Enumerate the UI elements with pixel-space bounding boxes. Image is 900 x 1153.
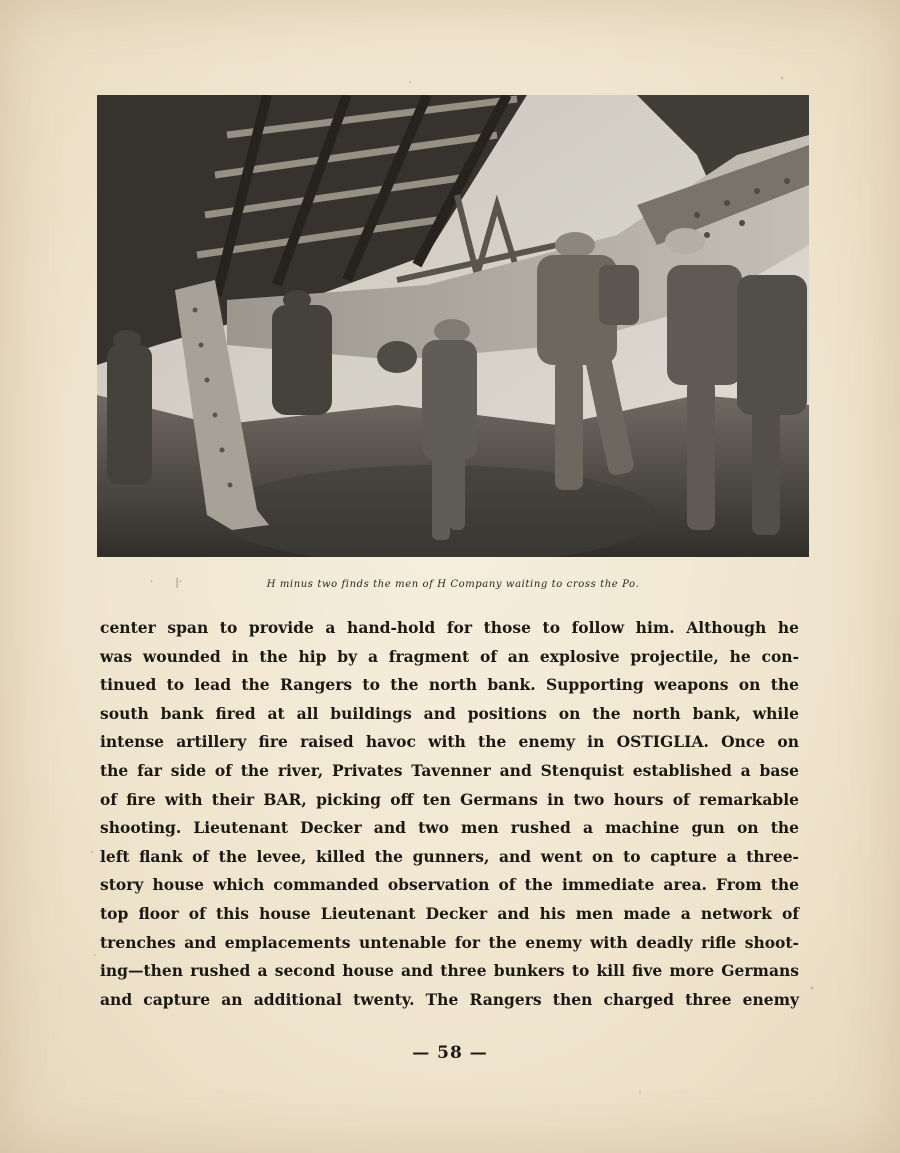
body-line: trenches and emplacements untenable for the enemy with deadly rifle shoot- [100, 932, 799, 952]
photo-caption: H minus two finds the men of H Company waiting to cross the Po. [266, 579, 640, 590]
caption-margin-marks: · |· [150, 577, 182, 588]
body-line: of fire with their BAR, picking off ten Germans in two hours of remarkable [100, 789, 799, 809]
body-text [100, 614, 799, 1014]
body-line: tinued to lead the Rangers to the north bank. Supporting weapons on the [100, 675, 799, 695]
body-line: ing—then rushed a second house and three bunkers to kill five more Germans [100, 961, 799, 981]
body-line: story house which commanded observation of the immediate area. From the [100, 875, 799, 895]
body-line: intense artillery fire raised havoc with the enemy in OSTIGLIA. Once on [100, 732, 799, 752]
body-line: top floor of this house Lieutenant Decker and his men made a network of [100, 903, 799, 923]
photo-illustration [97, 95, 809, 557]
body-line: shooting. Lieutenant Decker and two men rushed a machine gun on the [100, 818, 799, 838]
body-line: was wounded in the hip by a fragment of an explosive projectile, he con- [100, 646, 799, 666]
body-line: left flank of the levee, killed the gunners, and went on to capture a three- [100, 846, 799, 866]
body-line: the far side of the river, Privates Tavenner and Stenquist established a base [100, 760, 799, 780]
body-line: and capture an additional twenty. The Rangers then charged three enemy [100, 989, 799, 1009]
body-line: center span to provide a hand-hold for those to follow him. Although he [100, 618, 799, 637]
page-number: — 58 — [412, 1043, 488, 1063]
body-line: south bank fired at all buildings and positions on the north bank, while [100, 703, 799, 723]
photograph-soldiers-under-bridge [97, 95, 809, 557]
